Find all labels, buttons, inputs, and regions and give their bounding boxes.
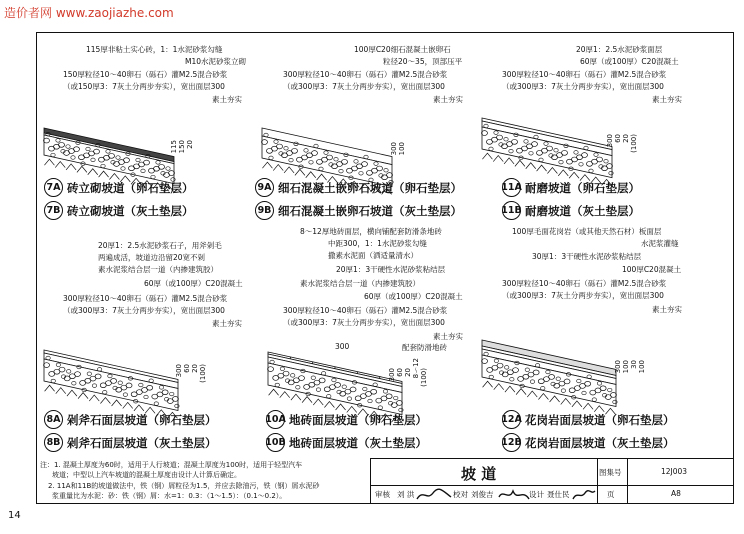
soil-hatch (572, 401, 582, 407)
layer-label: 20厚1：2.5水泥砂浆石子，用斧剁毛 (98, 241, 222, 250)
layer-label: 素土夯实 (212, 95, 242, 104)
caption-text: 细石混凝土嵌卵石坡道（卵石垫层） (278, 180, 462, 195)
layer-label: （或300厚3：7灰土分两步夯实），宽出面层300 (502, 82, 664, 91)
detail-number: 9B (255, 201, 274, 220)
caption-text: 花岗岩面层坡道（卵石垫层） (525, 412, 675, 427)
soil-hatch (550, 396, 560, 402)
caption-11A (502, 178, 640, 197)
soil-hatch (306, 172, 316, 178)
caption-text: 地砖面层坡道（卵石垫层） (289, 412, 427, 427)
dimension: 30 (630, 360, 638, 369)
dimension: 115 (170, 140, 178, 154)
dimension: (100) (630, 134, 638, 153)
soil-hatch (269, 389, 279, 395)
note-line: 浆重量比为水泥：砂：铁（钢）屑：水=1：0.3：（1～1.5）：（0.1～0.2）。 (52, 492, 287, 500)
watermark: 造价者网 www.zaojiazhe.com (4, 6, 174, 20)
layer-label: 300厚粒径10～40卵石（砾石）灌M2.5混合砂浆 (283, 306, 448, 315)
detail-number: 10A (266, 410, 285, 429)
soil-hatch (324, 402, 334, 408)
layer-label: 素土夯实 (212, 319, 242, 328)
soil-hatch (494, 384, 504, 390)
caption-text: 剁斧石面层坡道（灰土垫层） (67, 435, 217, 450)
layer-label: 115厚非粘土实心砖，1：1水泥砂浆勾缝 (86, 45, 223, 54)
dimension: 100 (398, 142, 406, 156)
detail-number: 7B (44, 201, 63, 220)
atlas-label: 图集号 (599, 468, 622, 477)
caption-text: 地砖面层坡道（灰土垫层） (289, 435, 427, 450)
detail-number: 8A (44, 410, 63, 429)
layer-label: 素土夯实 (652, 95, 682, 104)
check-label: 校对 (453, 490, 468, 499)
soil-hatch (493, 156, 503, 162)
layer-label: 300厚粒径10～40卵石（砾石）灌M2.5混合砂浆 (502, 70, 667, 79)
layer-label: 300厚粒径10～40卵石（砾石）灌M2.5混合砂浆 (283, 70, 448, 79)
soil-hatch (313, 399, 323, 405)
layer-label: 60厚（或100厚）C20混凝土 (580, 57, 679, 66)
layer-label: （或300厚3：7灰土分两步夯实），宽出面层300 (283, 82, 445, 91)
soil-hatch (558, 170, 568, 176)
detail-number: 9A (255, 178, 274, 197)
caption-text: 耐磨坡道（灰土垫层） (525, 203, 640, 218)
caption-text: 花岗岩面层坡道（灰土垫层） (525, 435, 675, 450)
dimension: 20 (191, 364, 199, 373)
detail-number: 12B (502, 433, 521, 452)
soil-hatch (516, 389, 526, 395)
soil-hatch (295, 169, 305, 175)
soil-hatch (526, 163, 536, 169)
detail-number: 12A (502, 410, 521, 429)
soil-hatch (88, 169, 98, 175)
dimension: 100 (638, 360, 646, 374)
soil-hatch (483, 381, 493, 387)
caption-text: 耐磨坡道（卵石垫层） (525, 180, 640, 195)
dimension: 300 (390, 142, 398, 156)
soil-hatch (44, 159, 54, 165)
layer-label: 60厚（或100厚）C20混凝土 (364, 292, 463, 301)
review-label: 审核 (375, 490, 390, 499)
layer-label: 8～12厚地砖面层，横向铺配套防滑条地砖 (300, 227, 442, 236)
dimension: (100) (199, 364, 207, 383)
soil-hatch (504, 158, 514, 164)
caption-8B (44, 433, 217, 452)
page-code: A8 (671, 489, 681, 498)
layer-label: 100厚C20混凝土 (622, 265, 682, 274)
dimension: 60 (614, 134, 622, 143)
dimension: 8～12 (412, 358, 420, 379)
caption-text: 砖立砌坡道（卵石垫层） (67, 180, 194, 195)
layer-label: 素水泥浆结合层一道（内掺建筑胶） (98, 265, 218, 274)
caption-7A (44, 178, 194, 197)
dimension: 300 (175, 364, 183, 378)
top-dimension: 300 (335, 342, 350, 351)
soil-hatch (547, 167, 557, 173)
layer-label: 60厚（或100厚）C20混凝土 (144, 279, 243, 288)
layer-label: 20厚1：3干硬性水泥砂浆粘结层 (336, 265, 446, 274)
page-number: 14 (8, 510, 21, 521)
atlas-number: 12J003 (661, 467, 688, 476)
caption-8A (44, 410, 217, 429)
layer-label: 中距300，1：1水泥砂浆勾缝 (328, 239, 427, 248)
caption-10A (266, 410, 427, 429)
caption-12A (502, 410, 675, 429)
dimension: 100 (622, 360, 630, 374)
caption-text: 细石混凝土嵌卵石坡道（灰土垫层） (278, 203, 462, 218)
layer-label: 两遍成活，坡道边沿留20宽不剁 (98, 253, 206, 262)
drawing-title: 坡 道 (461, 465, 497, 483)
soil-hatch (56, 388, 66, 394)
dimension: 300 (388, 368, 396, 382)
signature-reviewer (415, 487, 455, 503)
layer-label: 150厚粒径10～40卵石（砾石）灌M2.5混合砂浆 (63, 70, 228, 79)
dimension: 300 (606, 134, 614, 148)
layer-label: 素土夯实 (433, 95, 463, 104)
soil-hatch (99, 171, 109, 177)
layer-label: 水泥浆灌缝 (641, 239, 679, 248)
caption-7B (44, 201, 194, 220)
caption-10B (266, 433, 427, 452)
soil-hatch (291, 394, 301, 400)
soil-hatch (302, 397, 312, 403)
soil-hatch (515, 160, 525, 166)
dimension: 300 (614, 360, 622, 374)
page-label: 页 (607, 490, 615, 499)
layer-label: 300厚粒径10～40卵石（砾石）灌M2.5混合砂浆 (502, 279, 667, 288)
soil-hatch (538, 394, 548, 400)
dimension: 60 (396, 368, 404, 377)
layer-label: 素水泥浆结合层一道（内掺建筑胶） (300, 279, 420, 288)
soil-hatch (561, 398, 571, 404)
design-label: 设计 (529, 490, 544, 499)
layer-label: 素土夯实 (652, 305, 682, 314)
tile-note: 配套防滑地砖 (402, 343, 447, 352)
designer-name: 聂仕民 (547, 490, 570, 499)
signature-designer (571, 487, 597, 503)
caption-9B (255, 201, 462, 220)
soil-hatch (55, 162, 65, 168)
reviewer-name: 刘 洪 (397, 490, 415, 499)
detail-number: 8B (44, 433, 63, 452)
note-line: 坡道；中型以上汽车坡道的混凝土厚度由设计人计算后确定。 (52, 471, 241, 479)
soil-hatch (89, 395, 99, 401)
layer-label: （或150厚3：7灰土分两步夯实），宽出面层300 (63, 82, 225, 91)
soil-hatch (66, 164, 76, 170)
detail-number: 10B (266, 433, 285, 452)
signature-checker (497, 487, 531, 503)
dimension: 20 (186, 140, 194, 149)
dimension: 20 (622, 134, 630, 143)
detail-number: 7A (44, 178, 63, 197)
dimension: 60 (183, 364, 191, 373)
layer-label: （或300厚3：7灰土分两步夯实），宽出面层300 (63, 306, 225, 315)
caption-12B (502, 433, 675, 452)
layer-label: 100厚C20细石混凝土嵌卵石 (354, 45, 451, 54)
layer-label: 素土夯实 (433, 332, 463, 341)
dimension: 150 (178, 140, 186, 154)
detail-number: 11A (502, 178, 521, 197)
detail-number: 11B (502, 201, 521, 220)
checker-name: 刘俊吉 (471, 490, 494, 499)
soil-hatch (273, 165, 283, 171)
layer-label: （或300厚3：7灰土分两步夯实），宽出面层300 (283, 318, 445, 327)
soil-hatch (262, 162, 272, 168)
soil-hatch (537, 165, 547, 171)
soil-hatch (67, 390, 77, 396)
layer-label: 100厚毛面花岗岩（或其他天然石材）板面层 (512, 227, 662, 236)
layer-label: M10水泥砂浆立砌 (185, 57, 247, 66)
soil-hatch (112, 400, 122, 406)
dimension: 20 (404, 368, 412, 377)
caption-text: 剁斧石面层坡道（卵石垫层） (67, 412, 217, 427)
caption-11B (502, 201, 640, 220)
layer-label: （或300厚3：7灰土分两步夯实），宽出面层300 (502, 291, 664, 300)
soil-hatch (583, 403, 593, 409)
layer-label: 粒径20～35，顶部压平 (383, 57, 463, 66)
soil-hatch (123, 402, 133, 408)
dimension: (100) (420, 368, 428, 387)
layer-label: 300厚粒径10～40卵石（砾石）灌M2.5混合砂浆 (63, 294, 228, 303)
caption-text: 砖立砌坡道（灰土垫层） (67, 203, 194, 218)
soil-hatch (78, 393, 88, 399)
note-line: 2. 11A和11B的坡道做法中，铁（钢）屑粒径为1.5，并应去除油污，铁（钢）屑水泥砂 (48, 482, 320, 490)
soil-hatch (284, 167, 294, 173)
caption-9A (255, 178, 462, 197)
soil-hatch (527, 391, 537, 397)
layer-label: 30厚1：3干硬性水泥砂浆粘结层 (532, 252, 642, 261)
layer-label: 撒素水泥面（洒适量清水） (328, 251, 418, 260)
layer-label: 20厚1：2.5水泥砂浆面层 (576, 45, 663, 54)
soil-hatch (77, 166, 87, 172)
title-block (370, 458, 734, 504)
soil-hatch (45, 385, 55, 391)
soil-hatch (280, 392, 290, 398)
soil-hatch (100, 398, 110, 404)
soil-hatch (482, 153, 492, 159)
note-line: 注：1. 混凝土厚度为60时，适用于人行坡道；混凝土厚度为100时，适用于轻型汽车 (40, 461, 303, 469)
soil-hatch (505, 386, 515, 392)
